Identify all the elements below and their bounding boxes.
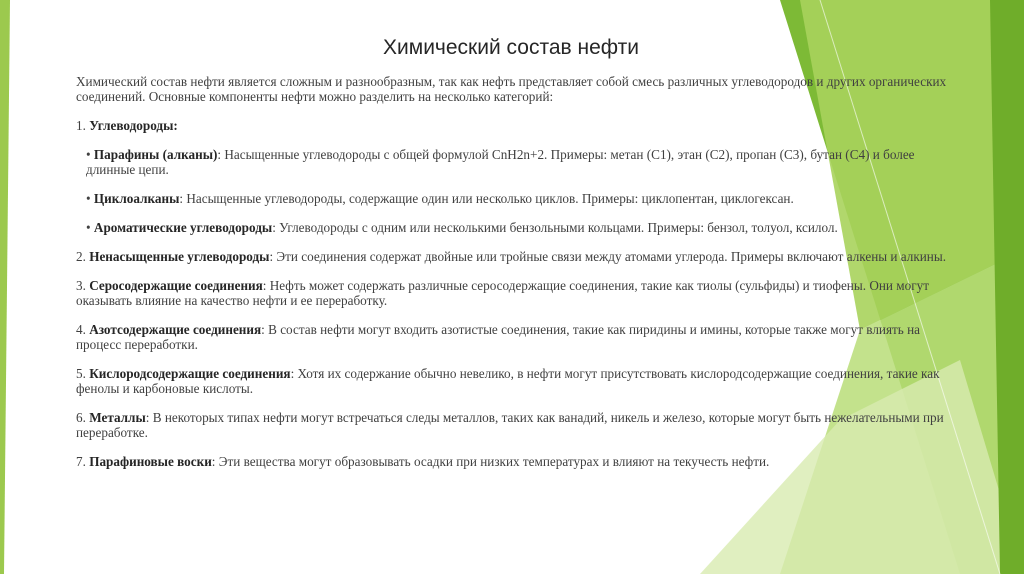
subsection-paraffins: • Парафины (алканы): Насыщенные углеводороды с общей формулой CnH2n+2. Примеры: метан (C1), этан (C2), пропан (C3), бутан (C4) и более длинные цепи. — [86, 147, 915, 177]
subsection-aromatics: • Ароматические углеводороды: Углеводороды с одним или несколькими бензольными кольцами. Примеры: бензол, толуол, ксилол. — [86, 220, 838, 235]
intro-paragraph: Химический состав нефти является сложным и разнообразным, так как нефть представляет собой смесь различных углеводородов и других органических соединений. Основные компоненты нефти можно разделить на несколько категорий: — [76, 74, 947, 104]
section-4: 4. Азотсодержащие соединения: В состав нефти могут входить азотистые соединения, такие как пиридины и имины, которые также могут влиять на процесс переработки. — [76, 322, 921, 352]
slide-body — [76, 74, 956, 483]
subsection-cycloalkanes: • Циклоалканы: Насыщенные углеводороды, содержащие один или несколько циклов. Примеры: циклопентан, циклогексан. — [86, 191, 794, 206]
left-green-strip — [0, 0, 10, 574]
section-7: 7. Парафиновые воски: Эти вещества могут образовывать осадки при низких температурах и влияют на текучесть нефти. — [76, 454, 770, 469]
section-3: 3. Серосодержащие соединения: Нефть может содержать различные серосодержащие соединения, такие как тиолы (сульфиды) и тиофены. Они могут оказывать влияние на качество нефти и ее переработку. — [76, 278, 929, 308]
section-1: 1. Углеводороды: — [76, 118, 178, 133]
section-6: 6. Металлы: В некоторых типах нефти могут встречаться следы металлов, таких как ванадий, никель и железо, которые могут быть нежелательными при переработке. — [76, 410, 944, 440]
section-5: 5. Кислородсодержащие соединения: Хотя их содержание обычно невелико, в нефти могут присутствовать кислородсодержащие соединения, такие как фенолы и карбоновые кислоты. — [76, 366, 940, 396]
slide-title: Химический состав нефти — [383, 36, 639, 59]
section-2: 2. Ненасыщенные углеводороды: Эти соединения содержат двойные или тройные связи между атомами углерода. Примеры включают алкены и алкины. — [76, 249, 947, 264]
